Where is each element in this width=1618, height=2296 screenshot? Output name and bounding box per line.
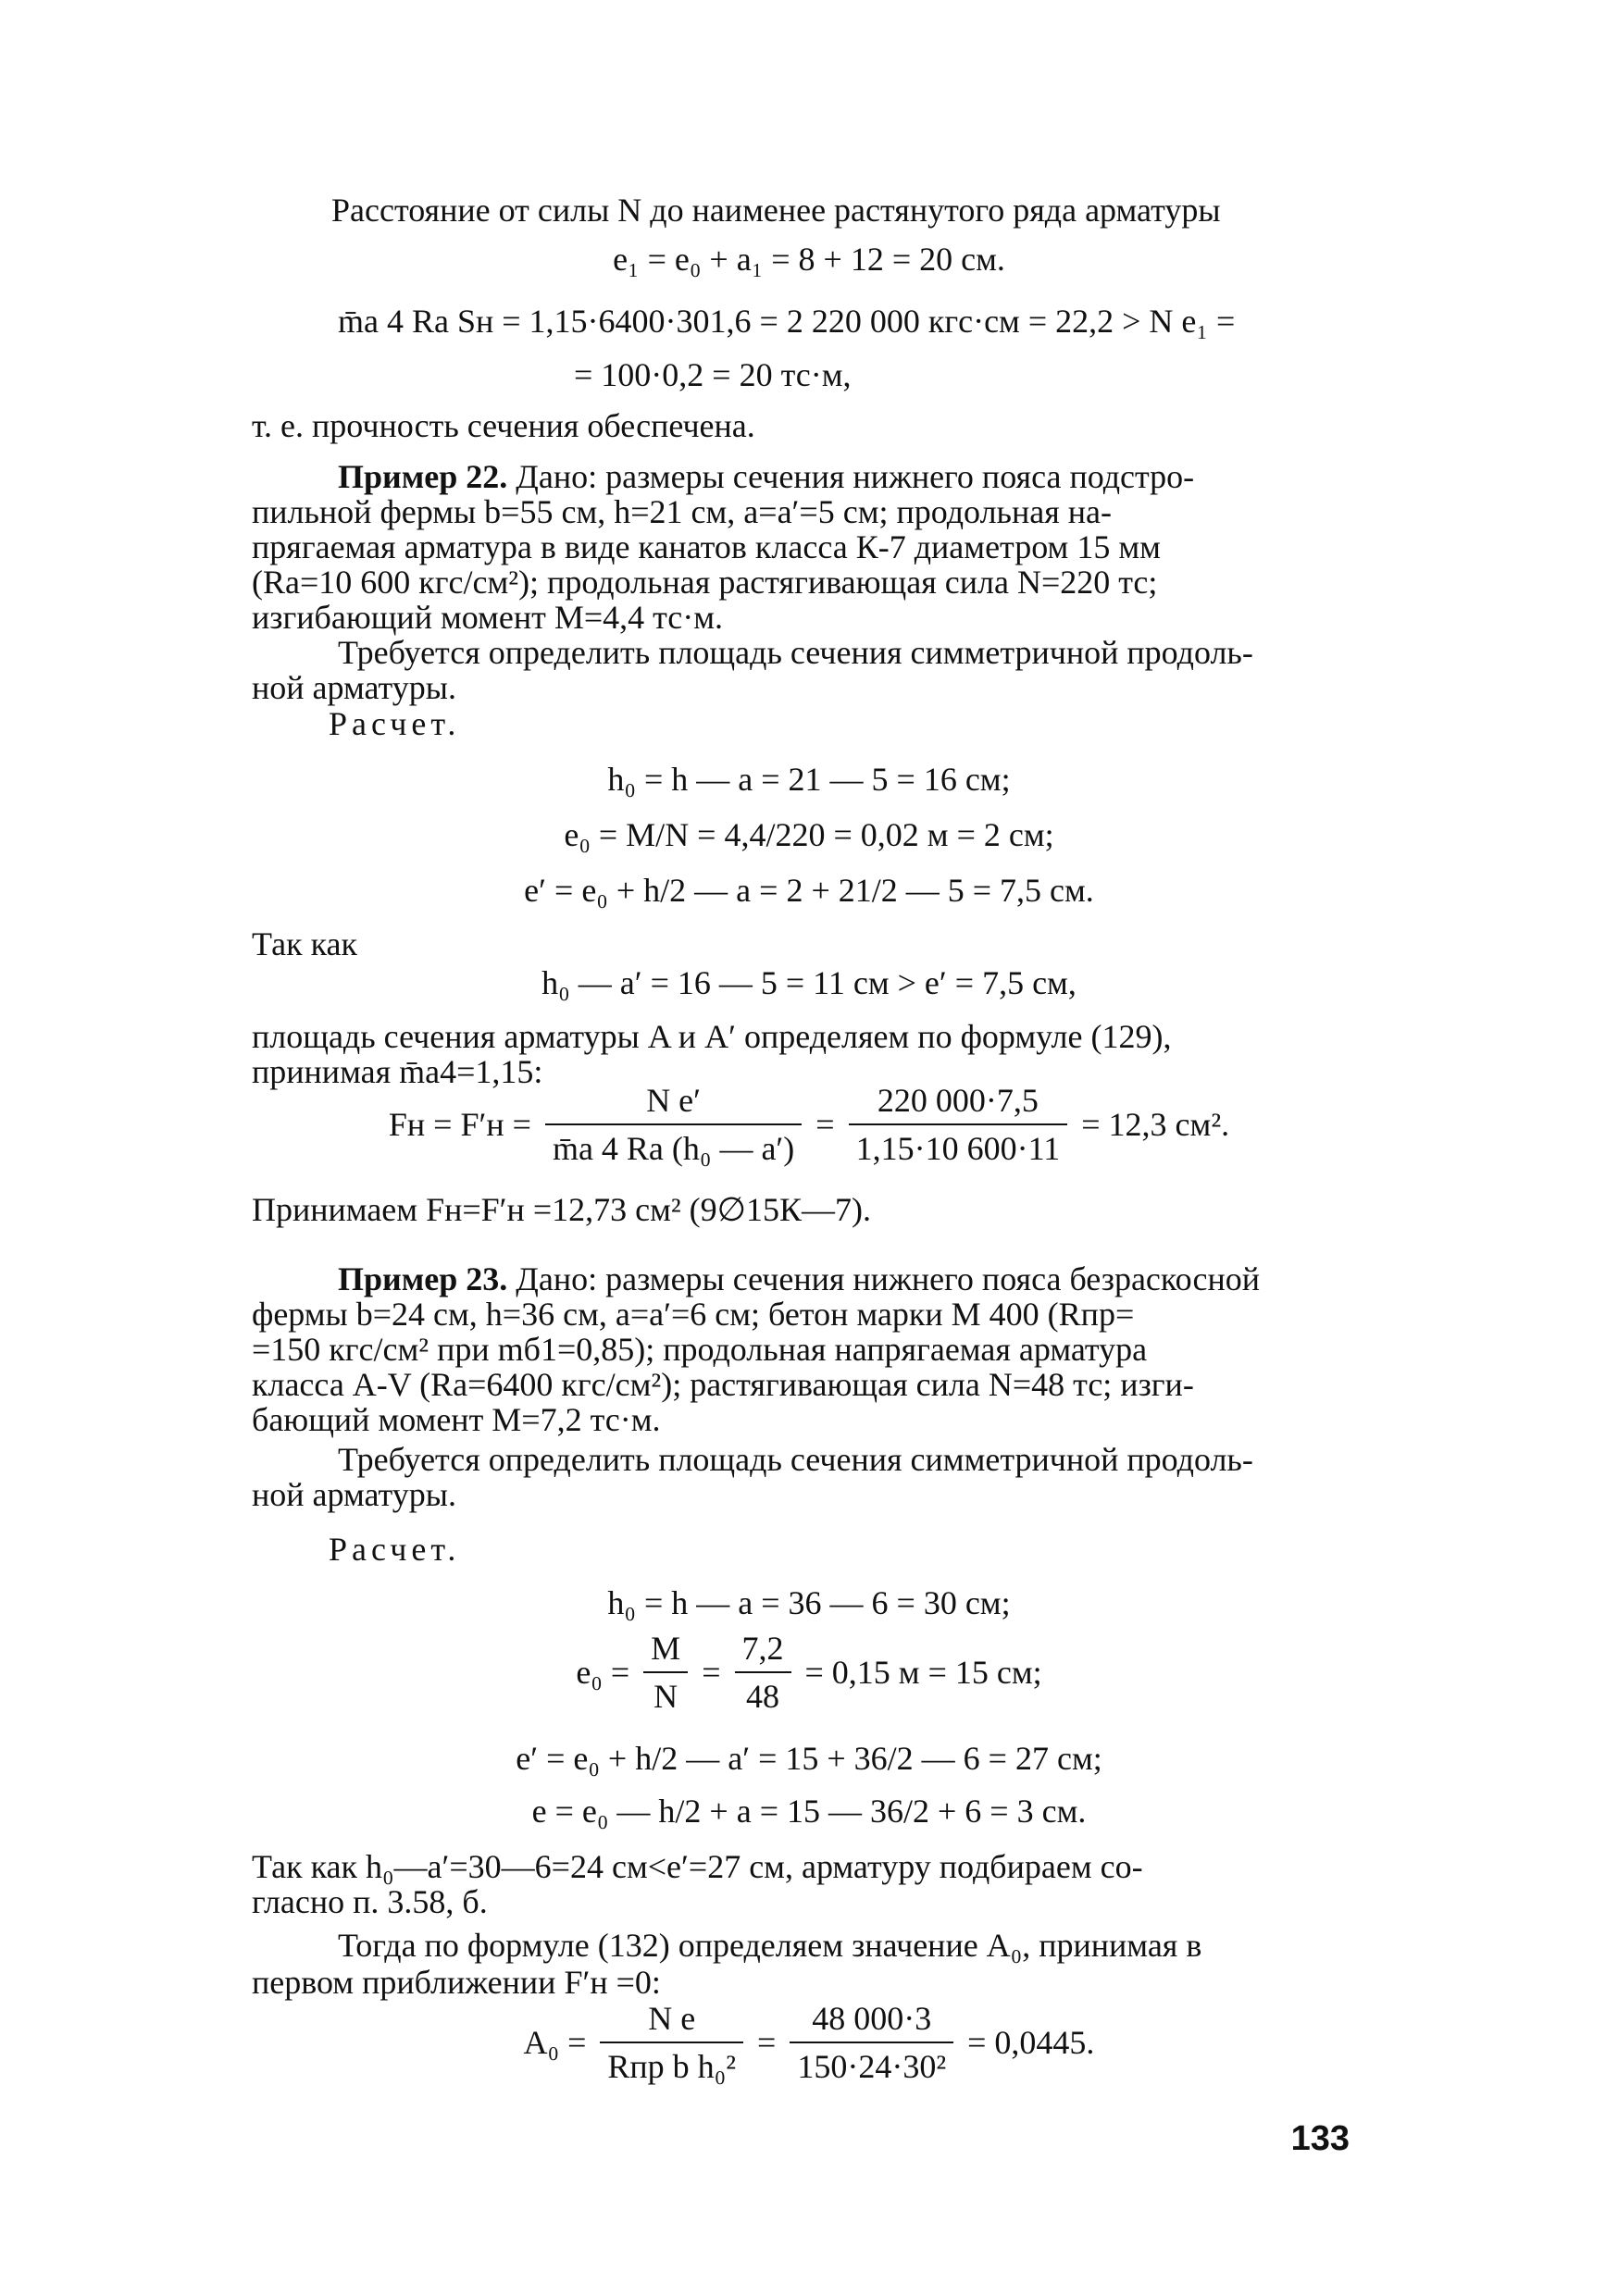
fraction <box>600 1999 743 2086</box>
formula-lhs: Fн = F′н = <box>388 1106 531 1143</box>
equation-line: h₀ = h — a = 36 — 6 = 30 см; <box>607 1584 1011 1621</box>
text-line: бающий момент M=7,2 тс·м. <box>252 1401 661 1438</box>
equation-line: e′ = e₀ + h/2 — a′ = 15 + 36/2 — 6 = 27 см; <box>516 1740 1102 1777</box>
equation-line: e = e₀ — h/2 + a = 15 — 36/2 + 6 = 3 см. <box>531 1793 1087 1830</box>
text-line: принимая m̄а4=1,15: <box>252 1053 543 1090</box>
text-line: Тогда по формуле (132) определяем значение A₀, принимая в <box>338 1927 1202 1964</box>
text-line: пильной фермы b=55 см, h=21 см, a=a′=5 см; продольная на- <box>252 493 1112 530</box>
text-line: фермы b=24 см, h=36 см, a=a′=6 см; бетон марки М 400 (Rпр= <box>252 1296 1135 1333</box>
text-line: Принимаем Fн=F′н =12,73 см² (9∅15К—7). <box>252 1191 872 1228</box>
numerator: 48 000·3 <box>790 1999 953 2043</box>
text-line: Требуется определить площадь сечения симметричной продоль- <box>338 1441 1253 1478</box>
equation-line: = 100·0,2 = 20 тс·м, <box>574 356 852 393</box>
fraction <box>545 1081 802 1168</box>
formula-fh <box>0 1081 1618 1168</box>
section-label: Расчет. <box>329 705 461 742</box>
denominator: m̄а 4 Rа (h₀ — a′) <box>552 1130 795 1167</box>
numerator: N e <box>600 1999 743 2043</box>
text-line: Дано: размеры сечения нижнего пояса подстро- <box>516 458 1195 495</box>
denominator: 150·24·30² <box>797 2048 947 2085</box>
fraction <box>735 1629 791 1716</box>
text-line: класса A-V (Rа=6400 кгс/см²); растягивающая сила N=48 тс; изги- <box>252 1366 1194 1403</box>
numerator: 220 000·7,5 <box>849 1081 1068 1125</box>
formula-rhs: = 0,15 м = 15 см; <box>804 1654 1042 1691</box>
equation-line: h₀ — a′ = 16 — 5 = 11 см > e′ = 7,5 см, <box>541 964 1077 1001</box>
numerator: N e′ <box>545 1081 802 1125</box>
text-line: =150 кгс/см² при mб1=0,85); продольная напрягаемая арматура <box>252 1331 1148 1368</box>
text-line: Так как <box>252 925 357 962</box>
formula-e0 <box>0 1629 1618 1716</box>
fraction <box>643 1629 688 1716</box>
text-line: Дано: размеры сечения нижнего пояса безраскосной <box>516 1260 1260 1297</box>
text-line: изгибающий момент M=4,4 тс·м. <box>252 599 724 636</box>
equation-line: h₀ = h — a = 21 — 5 = 16 см; <box>607 761 1011 798</box>
equation-line: e₁ = e₀ + a₁ = 8 + 12 = 20 см. <box>613 241 1005 278</box>
text-line: прягаемая арматура в виде канатов класса К-7 диаметром 15 мм <box>252 528 1161 565</box>
equation-line: e₀ = M/N = 4,4/220 = 0,02 м = 2 см; <box>564 816 1054 853</box>
equals-sign: = <box>815 1106 835 1143</box>
denominator: N <box>653 1678 678 1715</box>
numerator: 7,2 <box>735 1629 791 1673</box>
formula-lhs: e₀ = <box>576 1654 630 1691</box>
formula-rhs: = 12,3 см². <box>1081 1106 1230 1143</box>
fraction <box>790 1999 953 2086</box>
equation-line: m̄а 4 Rа Sн = 1,15·6400·301,6 = 2 220 000 кгс·см = 22,2 > N e₁ = <box>338 303 1236 340</box>
denominator: 1,15·10 600·11 <box>855 1130 1061 1167</box>
denominator: Rпр b h₀² <box>607 2048 737 2085</box>
section-label: Расчет. <box>329 1531 461 1568</box>
text-line: Требуется определить площадь сечения симметричной продоль- <box>338 634 1253 671</box>
formula-a0 <box>0 1999 1618 2086</box>
numerator: M <box>643 1629 688 1673</box>
text-line: т. е. прочность сечения обеспечена. <box>252 407 755 444</box>
page-number: 133 <box>1290 2119 1350 2158</box>
formula-rhs: = 0,0445. <box>967 2024 1095 2061</box>
text-line: первом приближении F′н =0: <box>252 1964 661 2001</box>
fraction <box>849 1081 1068 1168</box>
example-23-title: Пример 23. <box>338 1260 508 1297</box>
equals-sign: = <box>702 1654 721 1691</box>
equation-line: e′ = e₀ + h/2 — a = 2 + 21/2 — 5 = 7,5 см. <box>524 872 1094 909</box>
text-line: (Rа=10 600 кгс/см²); продольная растягивающая сила N=220 тс; <box>252 564 1158 601</box>
denominator: 48 <box>746 1678 779 1715</box>
text-line: Так как h₀—a′=30—6=24 см<e′=27 см, арматуру подбираем со- <box>252 1848 1143 1885</box>
equals-sign: = <box>757 2024 777 2061</box>
text-line: ной арматуры. <box>252 669 456 706</box>
example-22-title: Пример 22. <box>338 458 508 495</box>
text-line: гласно п. 3.58, б. <box>252 1883 488 1920</box>
text-line: Расстояние от силы N до наименее растянутого ряда арматуры <box>331 192 1221 229</box>
text-line: площадь сечения арматуры A и A′ определяем по формуле (129), <box>252 1018 1172 1055</box>
formula-lhs: A₀ = <box>523 2024 587 2061</box>
text-line: ной арматуры. <box>252 1476 456 1513</box>
